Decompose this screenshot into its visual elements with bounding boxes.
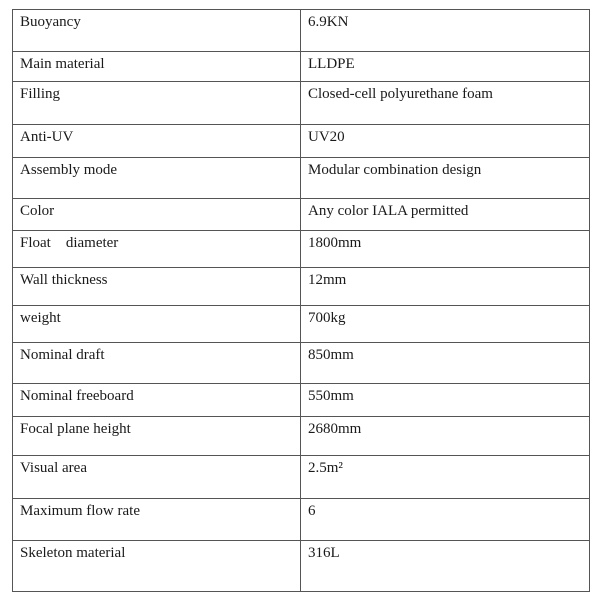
table-row	[13, 82, 590, 125]
spec-value: 1800mm	[301, 231, 590, 268]
spec-value: 6	[301, 499, 590, 541]
spec-label: Anti-UV	[13, 125, 301, 158]
specification-table-body	[13, 10, 590, 592]
spec-value: LLDPE	[301, 52, 590, 82]
table-row	[13, 499, 590, 541]
spec-value: 6.9KN	[301, 10, 590, 52]
spec-label: Nominal draft	[13, 343, 301, 384]
table-row	[13, 158, 590, 199]
table-row	[13, 52, 590, 82]
spec-label: Skeleton material	[13, 541, 301, 592]
spec-label: weight	[13, 306, 301, 343]
spec-value: 12mm	[301, 268, 590, 306]
spec-value: 316L	[301, 541, 590, 592]
specification-table	[12, 9, 590, 592]
spec-value: 850mm	[301, 343, 590, 384]
spec-label: Focal plane height	[13, 417, 301, 456]
table-row	[13, 384, 590, 417]
spec-label: Buoyancy	[13, 10, 301, 52]
table-row	[13, 10, 590, 52]
table-row	[13, 306, 590, 343]
table-row	[13, 456, 590, 499]
spec-value: 550mm	[301, 384, 590, 417]
spec-label: Wall thickness	[13, 268, 301, 306]
spec-value: Closed-cell polyurethane foam	[301, 82, 590, 125]
table-row	[13, 343, 590, 384]
table-row	[13, 268, 590, 306]
spec-label: Maximum flow rate	[13, 499, 301, 541]
table-row	[13, 417, 590, 456]
spec-value: Modular combination design	[301, 158, 590, 199]
spec-value: 700kg	[301, 306, 590, 343]
table-row	[13, 231, 590, 268]
table-row	[13, 125, 590, 158]
spec-label: Color	[13, 199, 301, 231]
spec-value: Any color IALA permitted	[301, 199, 590, 231]
table-row	[13, 199, 590, 231]
spec-label: Visual area	[13, 456, 301, 499]
table-row	[13, 541, 590, 592]
spec-label: Main material	[13, 52, 301, 82]
spec-value: 2680mm	[301, 417, 590, 456]
spec-value: 2.5m²	[301, 456, 590, 499]
spec-label: Nominal freeboard	[13, 384, 301, 417]
spec-value: UV20	[301, 125, 590, 158]
spec-label: Assembly mode	[13, 158, 301, 199]
spec-label: Float diameter	[13, 231, 301, 268]
spec-label: Filling	[13, 82, 301, 125]
